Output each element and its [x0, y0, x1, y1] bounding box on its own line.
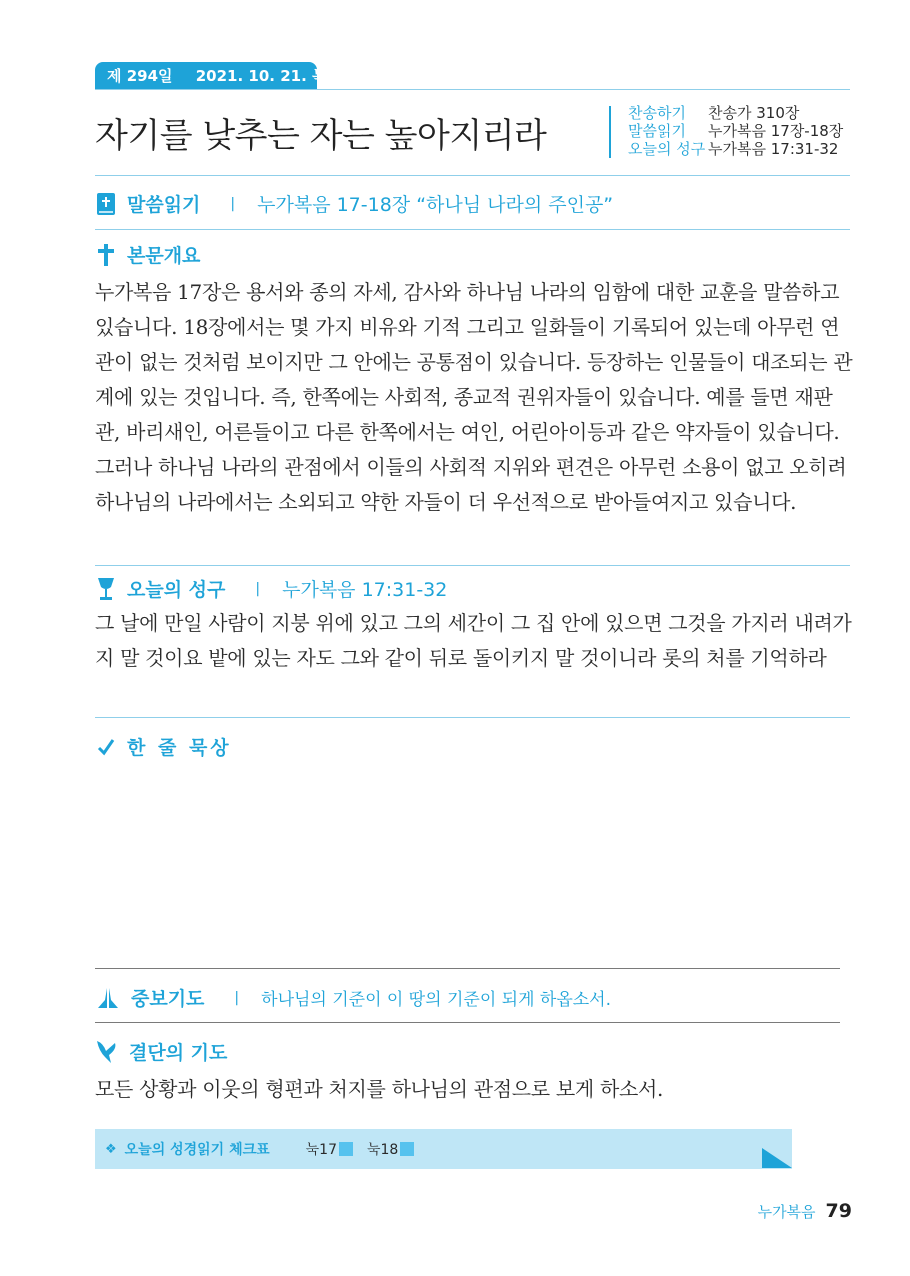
verse-label: 오늘의 성구 — [127, 579, 226, 601]
page-title: 자기를 낮추는 자는 높아지리라 — [95, 116, 547, 156]
checklist-item-label: 눅17 — [305, 1142, 337, 1158]
meta-key: 말씀읽기 — [628, 122, 686, 140]
separator: | — [255, 580, 261, 597]
checklist-label: 오늘의 성경읽기 체크표 — [124, 1142, 270, 1158]
separator: | — [234, 989, 240, 1006]
checklist-item-label: 눅18 — [367, 1142, 399, 1158]
verse-reference: 누가복음 17:31-32 — [282, 579, 448, 601]
checkbox[interactable] — [339, 1142, 353, 1156]
dove-icon — [95, 1041, 119, 1063]
meditation-label: 한 줄 묵상 — [127, 737, 232, 759]
page-number: 79 — [825, 1200, 852, 1222]
meta-block — [628, 104, 843, 158]
chalice-icon — [95, 578, 117, 600]
meditation-heading — [95, 733, 232, 760]
section-rule — [95, 968, 840, 969]
reading-checklist — [95, 1129, 792, 1169]
meta-value: 누가복음 17장-18장 — [708, 122, 844, 140]
checklist-item[interactable] — [306, 1139, 353, 1159]
intercession-heading — [95, 984, 611, 1011]
meta-value: 찬송가 310장 — [708, 104, 800, 122]
praying-hands-icon — [95, 987, 121, 1009]
section-rule — [95, 717, 850, 718]
checkbox[interactable] — [400, 1142, 414, 1156]
resolution-label: 결단의 기도 — [129, 1042, 228, 1064]
section-rule — [95, 565, 850, 566]
resolution-heading — [95, 1038, 227, 1065]
section-rule — [95, 1022, 840, 1023]
meta-row-hymn — [628, 104, 843, 122]
section-rule — [95, 229, 850, 230]
checklist-item[interactable] — [367, 1139, 414, 1159]
page-footer — [758, 1200, 852, 1222]
meta-row-verse — [628, 140, 843, 158]
bible-icon — [95, 193, 117, 215]
cross-icon — [95, 244, 117, 266]
diamond-icon: ❖ — [105, 1141, 117, 1157]
meta-key: 오늘의 성구 — [628, 140, 706, 158]
meta-value: 누가복음 17:31-32 — [708, 140, 839, 158]
summary-heading — [95, 241, 200, 268]
resolution-text: 모든 상황과 이웃의 형편과 처지를 하나님의 관점으로 보게 하소서. — [95, 1077, 664, 1101]
meta-divider — [609, 106, 611, 158]
summary-label: 본문개요 — [127, 245, 201, 267]
header-top-rule — [95, 89, 850, 90]
summary-text: 누가복음 17장은 용서와 종의 자세, 감사와 하나님 나라의 임함에 대한 교훈을 말씀하고 있습니다. 18장에서는 몇 가지 비유와 기적 그리고 일화들이 기록되어 있는데 아무런 연관이 없는 것처럼 보이지만 그 안에는 공통점이 있습니다. 등장하는 인물들이 대조되는 관계에 있는 것입니다. 즉, 한쪽에는 사회적, 종교적 권위자들이 있습니다. 예를 들면 재판관, 바리새인, 어른들이고 다른 한쪽에서는 여인, 어린아이등과 같은 약자들이 있습니다. 그러나 하나님 나라의 관점에서 이들의 사회적 지위와 편견은 아무런 소용이 없고 오히려 하나님의 나라에서는 소외되고 약한 자들이 더 우선적으로 받아들여지고 있습니다. — [95, 280, 853, 514]
intercession-prayer: 하나님의 기준이 이 땅의 기준이 되게 하옵소서. — [261, 990, 611, 1010]
verse-text: 그 날에 만일 사람이 지붕 위에 있고 그의 세간이 그 집 안에 있으면 그것을 가지러 내려가지 말 것이요 밭에 있는 자도 그와 같이 뒤로 돌이키지 말 것이니라 롯의 처를 기억하라 — [95, 611, 852, 670]
date-text: 2021. 10. 21. 목 — [195, 67, 327, 85]
page-fold-corner — [762, 1148, 792, 1168]
check-icon — [95, 736, 117, 758]
reading-subtitle: 누가복음 17-18장 “하나님 나라의 주인공” — [257, 194, 614, 216]
header-bottom-rule — [95, 175, 850, 176]
date-tab — [95, 62, 327, 90]
separator: | — [230, 195, 236, 212]
verse-heading — [95, 575, 447, 602]
reading-heading — [95, 190, 613, 217]
day-number: 제 294일 — [107, 67, 173, 85]
meta-key: 찬송하기 — [628, 104, 686, 122]
reading-label: 말씀읽기 — [127, 194, 201, 216]
intercession-label: 중보기도 — [131, 988, 205, 1010]
book-name: 누가복음 — [757, 1203, 816, 1221]
meta-row-reading — [628, 122, 843, 140]
